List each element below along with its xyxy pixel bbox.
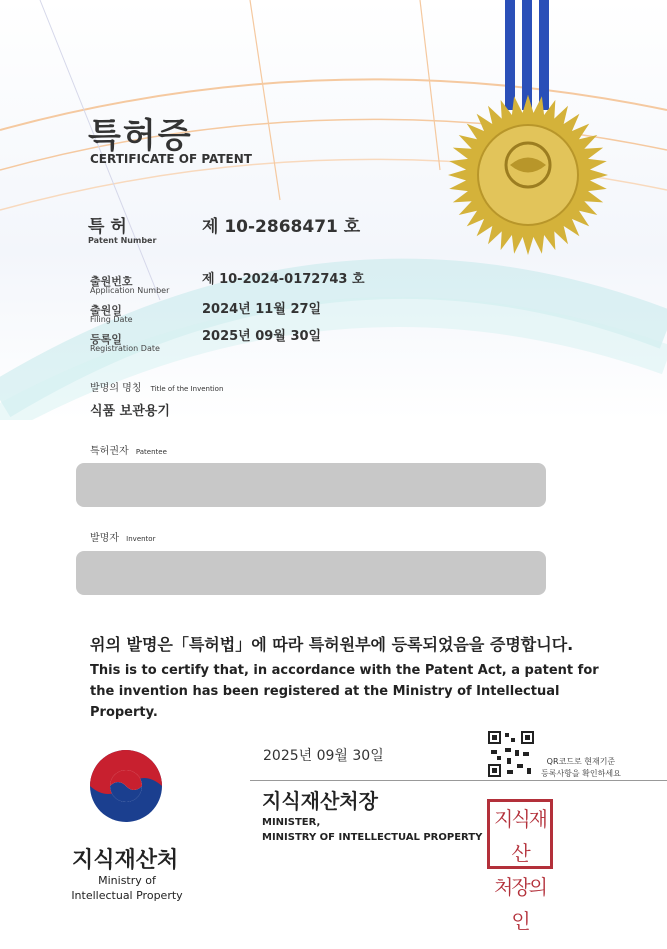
logo-text-en-1: Ministry of: [60, 873, 194, 888]
ribbon: [522, 0, 532, 110]
patent-number-value: 제 10-2868471 호: [202, 212, 360, 237]
invention-label-ko: 발명의 명칭: [90, 383, 141, 394]
qr-note: [541, 756, 621, 780]
seal-ray: [522, 235, 534, 255]
patentee-label: [90, 446, 167, 458]
ribbon: [505, 0, 515, 110]
invention-label: [90, 383, 223, 395]
qr-code-icon[interactable]: [487, 730, 535, 778]
patentee-redacted: [76, 463, 546, 507]
logo-text-en: [60, 873, 194, 903]
application-number-label: 출원번호: [90, 273, 133, 289]
minister-title-en-2: MINISTRY OF INTELLECTUAL PROPERTY: [262, 830, 482, 845]
patent-number-label: 특 허: [88, 212, 127, 237]
divider: [250, 780, 667, 781]
official-stamp: 지식재산 처장의인: [487, 799, 553, 869]
logo-text-ko: 지식재산처: [72, 843, 178, 874]
minister-title-en-1: MINISTER,: [262, 815, 482, 830]
inventor-label: [90, 533, 155, 545]
certification-ko: 위의 발명은「특허법」에 따라 특허원부에 등록되었음을 증명합니다.: [90, 632, 573, 655]
inventor-redacted: [76, 551, 546, 595]
logo-text-en-2: Intellectual Property: [60, 888, 194, 903]
issue-date: 2025년 09월 30일: [263, 745, 384, 765]
registration-date-label-en: Registration Date: [90, 344, 160, 353]
filing-date-value: 2024년 11월 27일: [202, 298, 321, 317]
page-title: 특허증: [88, 108, 193, 157]
page-subtitle: CERTIFICATE OF PATENT: [90, 152, 252, 166]
qr-note-2: 등록사항을 확인하세요: [541, 768, 621, 780]
inventor-label-ko: 발명자: [90, 533, 119, 544]
patent-number-label-en: Patent Number: [88, 236, 156, 245]
filing-date-label: 출원일: [90, 302, 122, 318]
seal-ray: [588, 169, 608, 181]
filing-date-label-en: Filing Date: [90, 315, 133, 324]
patentee-label-ko: 특허권자: [90, 446, 129, 457]
application-number-value: 제 10-2024-0172743 호: [202, 268, 365, 287]
registration-date-value: 2025년 09월 30일: [202, 325, 321, 344]
invention-title: 식품 보관용기: [90, 400, 170, 419]
seal-ray: [448, 169, 468, 181]
registration-date-label: 등록일: [90, 331, 122, 347]
ribbon: [539, 0, 549, 110]
invention-label-en: Title of the Invention: [151, 385, 224, 393]
patentee-label-en: Patentee: [136, 448, 167, 456]
seal-ray: [522, 95, 534, 115]
minister-title-en: [262, 815, 482, 845]
minister-title-ko: 지식재산처장: [262, 785, 378, 814]
application-number-label-en: Application Number: [90, 286, 169, 295]
qr-note-1: QR코드로 현재기준: [541, 756, 621, 768]
gold-seal: [448, 95, 608, 255]
ministry-logo-icon: [88, 748, 164, 824]
certification-en: This is to certify that, in accordance with the Patent Act, a patent for the invention has been registered at the Ministry of Intellectual Property.: [90, 660, 610, 723]
inventor-label-en: Inventor: [126, 535, 155, 543]
